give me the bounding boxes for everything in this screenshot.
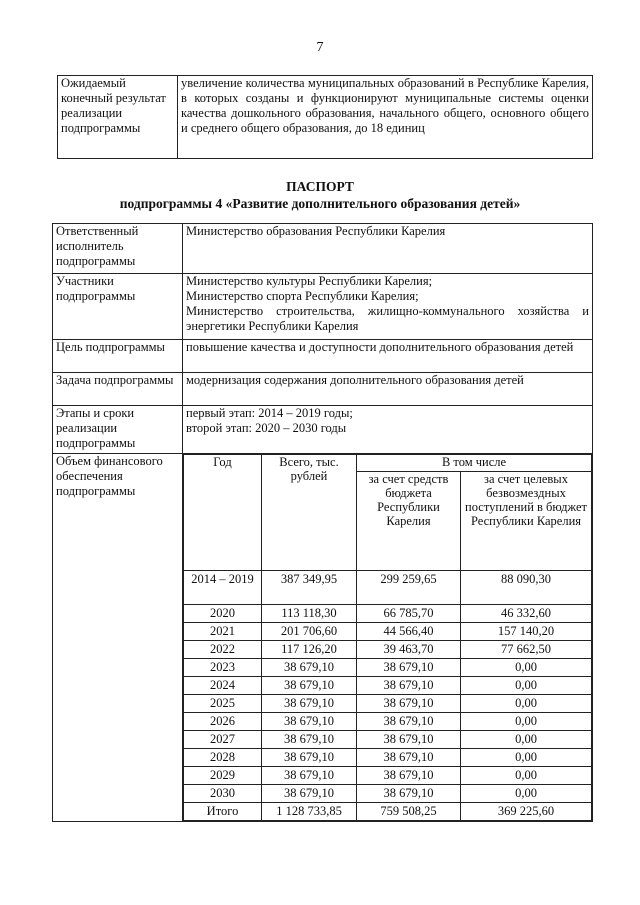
finance-budget-cell: 299 259,65 [357,571,461,605]
header-total: Всего, тыс. рублей [262,455,357,571]
task-label: Задача подпрограммы [53,373,183,406]
finance-row [184,677,592,695]
participant-item: Министерство спорта Республики Карелия; [186,289,419,303]
finance-row [184,749,592,767]
header-year: Год [184,455,262,571]
executor-value: Министерство образования Республики Карелия [183,224,593,274]
finance-year-cell: 2029 [184,767,262,785]
page-number: 7 [316,40,324,55]
finance-budget-cell: 38 679,10 [357,767,461,785]
finance-year-cell: 2023 [184,659,262,677]
finance-row [184,571,592,605]
finance-row [184,695,592,713]
finance-total-cell: 38 679,10 [262,785,357,803]
finance-row [184,659,592,677]
finance-grants-cell: 0,00 [461,713,592,731]
finance-year-cell: 2026 [184,713,262,731]
finance-budget-cell: 66 785,70 [357,605,461,623]
finance-grants-cell: 369 225,60 [461,803,592,821]
goal-label: Цель подпрограммы [53,340,183,373]
participants-value [183,274,593,340]
participant-item: Министерство строительства, жилищно-коммунального хозяйства и энергетики Республики Карелия [186,304,589,333]
finance-total-cell: 38 679,10 [262,677,357,695]
task-value: модернизация содержания дополнительного образования детей [183,373,593,406]
finance-grants-cell: 0,00 [461,659,592,677]
finance-grants-cell: 157 140,20 [461,623,592,641]
finance-year-cell: 2024 [184,677,262,695]
finance-total-cell: 113 118,30 [262,605,357,623]
finance-grants-cell: 0,00 [461,695,592,713]
expected-result-value: увеличение количества муниципальных образований в Республике Карелия, в которых созданы и функционируют муниципальные системы оценки качества дошкольного образования, начального общего, основного общего и среднего общего образования, до 18 единиц [178,76,593,159]
finance-year-cell: 2028 [184,749,262,767]
finance-budget-cell: 759 508,25 [357,803,461,821]
finance-total-cell: 38 679,10 [262,767,357,785]
finance-table [183,454,592,821]
finance-row [184,605,592,623]
expected-result-table [57,75,593,159]
finance-row [184,767,592,785]
finance-row [184,785,592,803]
finance-row [184,623,592,641]
passport-table [52,223,593,822]
finance-total-cell: 38 679,10 [262,713,357,731]
passport-title: ПАСПОРТ [286,179,354,194]
stages-value [183,406,593,454]
finance-grants-cell: 0,00 [461,749,592,767]
finance-total-cell: 201 706,60 [262,623,357,641]
finance-row [184,803,592,821]
finance-row [184,641,592,659]
finance-budget-cell: 38 679,10 [357,731,461,749]
finance-year-cell: 2030 [184,785,262,803]
finance-year-cell: 2027 [184,731,262,749]
header-grants: за счет целевых безвозмездных поступлений в бюджет Республики Карелия [461,472,592,571]
finance-budget-cell: 38 679,10 [357,677,461,695]
finance-year-cell: Итого [184,803,262,821]
participants-label: Участники подпрограммы [53,274,183,340]
finance-year-cell: 2020 [184,605,262,623]
passport-subtitle: подпрограммы 4 «Развитие дополнительного образования детей» [119,196,521,211]
finance-budget-cell: 39 463,70 [357,641,461,659]
finance-grants-cell: 0,00 [461,731,592,749]
finance-grants-cell: 0,00 [461,785,592,803]
finance-year-cell: 2025 [184,695,262,713]
executor-label: Ответственный исполнитель подпрограммы [53,224,183,274]
expected-result-label: Ожидаемый конечный результат реализации подпрограммы [58,76,178,159]
finance-label: Объем финансового обеспечения подпрограммы [53,454,183,822]
finance-budget-cell: 38 679,10 [357,713,461,731]
finance-budget-cell: 44 566,40 [357,623,461,641]
finance-row [184,731,592,749]
finance-budget-cell: 38 679,10 [357,785,461,803]
finance-year-cell: 2021 [184,623,262,641]
goal-value: повышение качества и доступности дополнительного образования детей [183,340,593,373]
finance-grants-cell: 46 332,60 [461,605,592,623]
finance-total-cell: 38 679,10 [262,749,357,767]
finance-total-cell: 117 126,20 [262,641,357,659]
finance-year-cell: 2022 [184,641,262,659]
stages-label: Этапы и сроки реализации подпрограммы [53,406,183,454]
finance-total-cell: 38 679,10 [262,695,357,713]
finance-grants-cell: 88 090,30 [461,571,592,605]
finance-cell [183,454,593,822]
passport-heading [0,178,640,212]
finance-budget-cell: 38 679,10 [357,659,461,677]
finance-row [184,713,592,731]
finance-year-cell: 2014 – 2019 [184,571,262,605]
finance-budget-cell: 38 679,10 [357,749,461,767]
finance-grants-cell: 0,00 [461,677,592,695]
header-including: В том числе [357,455,592,472]
finance-grants-cell: 0,00 [461,767,592,785]
finance-budget-cell: 38 679,10 [357,695,461,713]
stage-item: второй этап: 2020 – 2030 годы [186,421,347,435]
finance-grants-cell: 77 662,50 [461,641,592,659]
stage-item: первый этап: 2014 – 2019 годы; [186,406,353,420]
header-budget: за счет средств бюджета Республики Карелия [357,472,461,571]
participant-item: Министерство культуры Республики Карелия; [186,274,433,288]
finance-total-cell: 38 679,10 [262,731,357,749]
finance-total-cell: 387 349,95 [262,571,357,605]
finance-total-cell: 1 128 733,85 [262,803,357,821]
finance-total-cell: 38 679,10 [262,659,357,677]
